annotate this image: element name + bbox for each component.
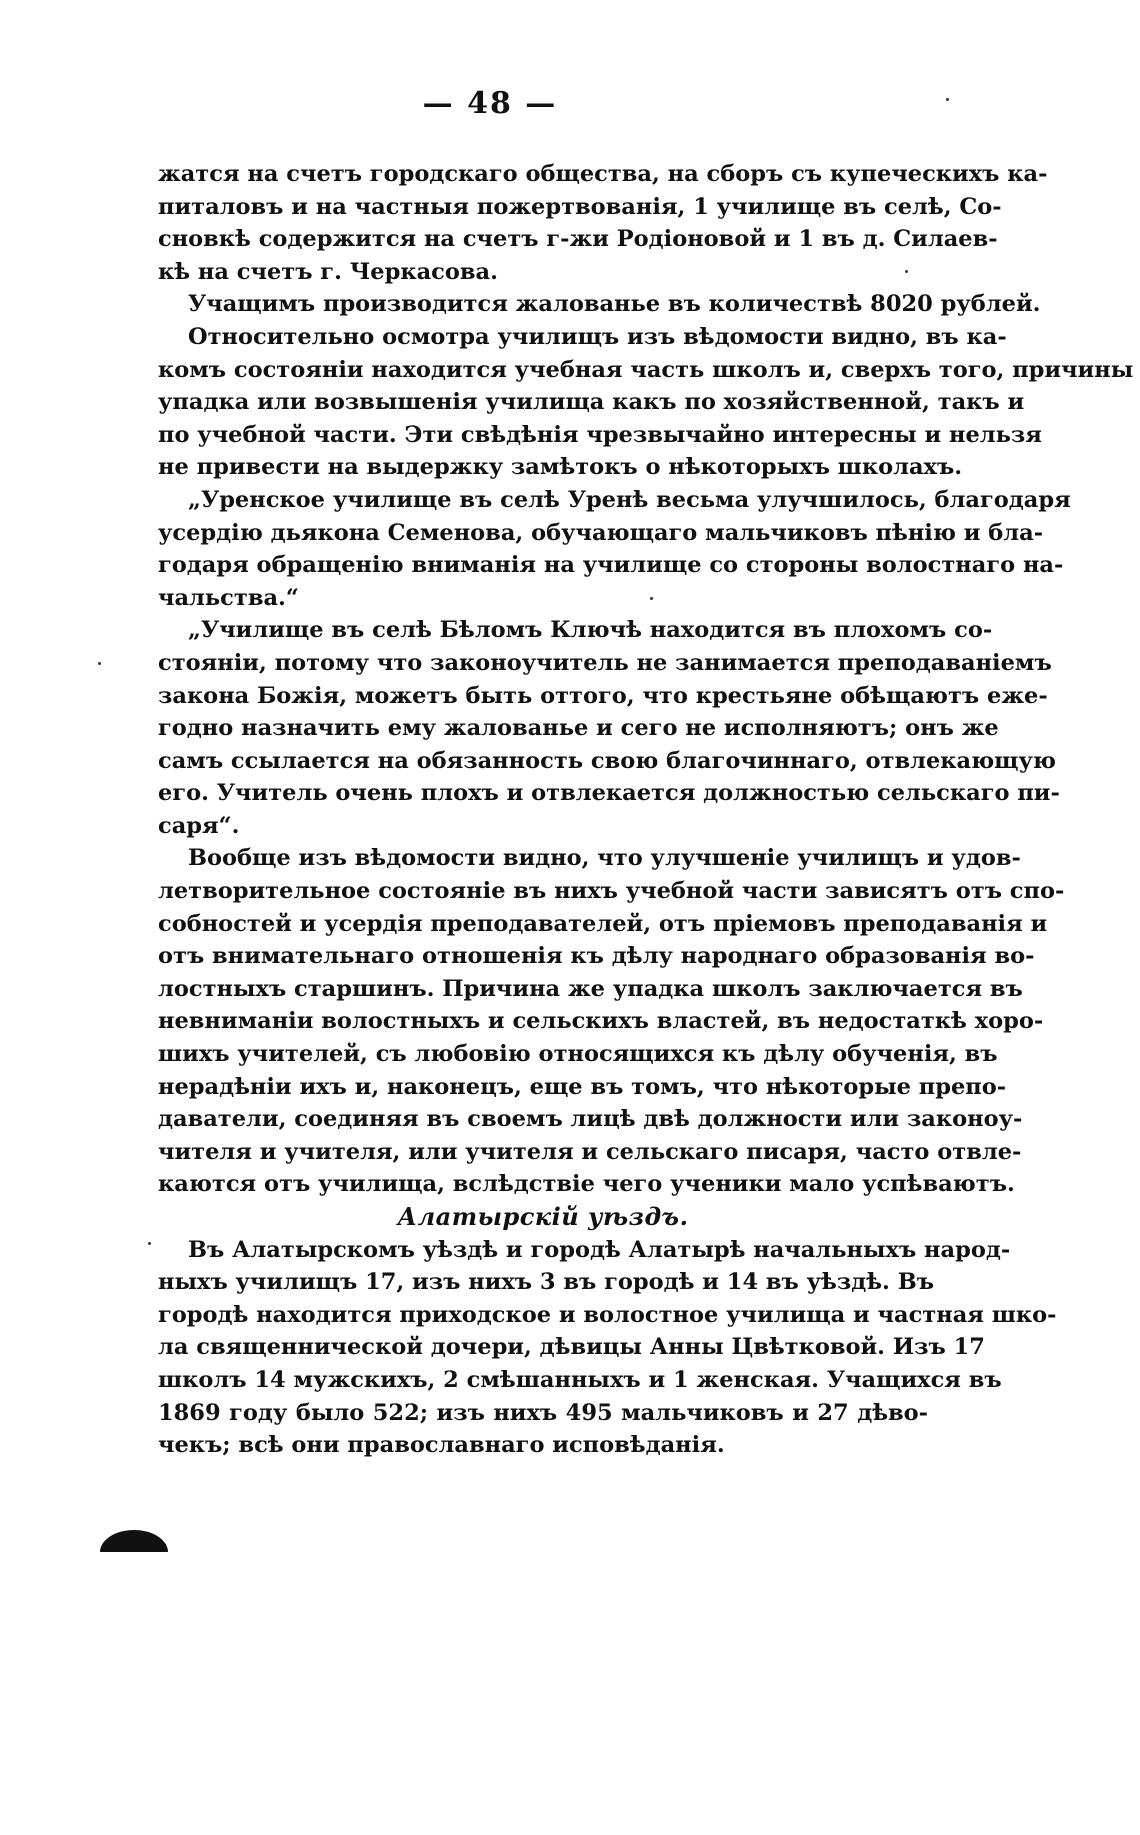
text-line: комъ состояніи находится учебная часть школъ и, сверхъ того, причины (158, 356, 1134, 383)
scan-speck (905, 270, 908, 273)
scan-speck (946, 98, 949, 101)
text-line: чекъ; всѣ они православнаго исповѣданія. (158, 1432, 725, 1459)
text-line: Учащимъ производится жалованье въ количествѣ 8020 рублей. (188, 291, 1041, 318)
scan-speck (98, 662, 101, 665)
text-line: даватели, соединяя въ своемъ лицѣ двѣ должности или законоу- (158, 1106, 1023, 1133)
ink-smudge (100, 1530, 168, 1552)
text-line: самъ ссылается на обязанность свою благочиннаго, отвлекающую (158, 747, 1056, 774)
text-line: „Уренское училище въ селѣ Уренѣ весьма улучшилось, благодаря (188, 486, 1071, 513)
text-line: 1869 году было 522; изъ нихъ 495 мальчиковъ и 27 дѣво- (158, 1399, 928, 1426)
text-line: каются отъ училища, вслѣдствіе чего ученики мало успѣваютъ. (158, 1171, 1015, 1198)
text-line: городѣ находится приходское и волостное училища и частная шко- (158, 1301, 1057, 1328)
text-line: питаловъ и на частныя пожертвованія, 1 училище въ селѣ, Со- (158, 193, 1002, 220)
text-line: сновкѣ содержится на счетъ г-жи Родіоновой и 1 въ д. Силаев- (158, 226, 998, 253)
text-line: стояніи, потому что законоучитель не занимается преподаваніемъ (158, 649, 1052, 676)
text-line: жатся на счетъ городскаго общества, на сборъ съ купеческихъ ка- (158, 161, 1048, 187)
text-line: ныхъ училищъ 17, изъ нихъ 3 въ городѣ и 14 въ уѣздѣ. Въ (158, 1269, 934, 1296)
text-line: собностей и усердія преподавателей, отъ пріемовъ преподаванія и (158, 910, 1048, 937)
text-line: усердію дьякона Семенова, обучающаго мальчиковъ пѣнію и бла- (158, 519, 1044, 546)
text-line: закона Божія, можетъ быть оттого, что крестьяне обѣщаютъ еже- (158, 682, 1048, 709)
text-line: кѣ на счетъ г. Черкасова. (158, 258, 498, 285)
text-line: „Училище въ селѣ Бѣломъ Ключѣ находится въ плохомъ со- (188, 617, 993, 644)
body-text (158, 158, 1134, 1462)
text-line: годно назначить ему жалованье и сего не исполняютъ; онъ же (158, 715, 999, 742)
text-line: Относительно осмотра училищъ изъ вѣдомости видно, въ ка- (188, 323, 1007, 350)
text-line: Въ Алатырскомъ уѣздѣ и городѣ Алатырѣ начальныхъ народ- (188, 1236, 1011, 1263)
text-line: отъ внимательнаго отношенія къ дѣлу народнаго образованія во- (158, 943, 1035, 970)
text-line: не привести на выдержку замѣтокъ о нѣкоторыхъ школахъ. (158, 454, 963, 481)
text-line: нерадѣніи ихъ и, наконецъ, еще въ томъ, что нѣкоторые препо- (158, 1073, 1007, 1100)
scan-speck (148, 1242, 151, 1245)
text-line: шихъ учителей, съ любовію относящихся къ дѣлу обученія, въ (158, 1041, 998, 1068)
text-line: упадка или возвышенія училища какъ по хозяйственной, такъ и (158, 389, 1025, 416)
text-line: лостныхъ старшинъ. Причина же упадка школъ заключается въ (158, 975, 1023, 1002)
section-heading: Алатырскій уѣздъ. (397, 1202, 689, 1231)
scan-speck (650, 597, 653, 600)
text-line: годаря обращенію вниманія на училище со стороны волостнаго на- (158, 552, 1064, 579)
text-line: чителя и учителя, или учителя и сельскаго писаря, часто отвле- (158, 1138, 1022, 1165)
text-line: по учебной части. Эти свѣдѣнія чрезвычайно интересны и нельзя (158, 421, 1042, 448)
text-line: его. Учитель очень плохъ и отвлекается должностью сельскаго пи- (158, 780, 1060, 807)
text-line: невниманіи волостныхъ и сельскихъ властей, въ недостаткѣ хоро- (158, 1008, 1044, 1035)
text-line: школъ 14 мужскихъ, 2 смѣшанныхъ и 1 женская. Учащихся въ (158, 1366, 1002, 1393)
text-line: ла священнической дочери, дѣвицы Анны Цвѣтковой. Изъ 17 (158, 1334, 985, 1361)
page-number: — 48 — (422, 86, 558, 121)
text-line: летворительное состояніе въ нихъ учебной части зависятъ отъ спо- (158, 878, 1065, 905)
text-line: Вообще изъ вѣдомости видно, что улучшеніе училищъ и удов- (188, 845, 1021, 872)
text-line: чальства.“ (158, 584, 299, 611)
text-line: саря“. (158, 812, 240, 839)
